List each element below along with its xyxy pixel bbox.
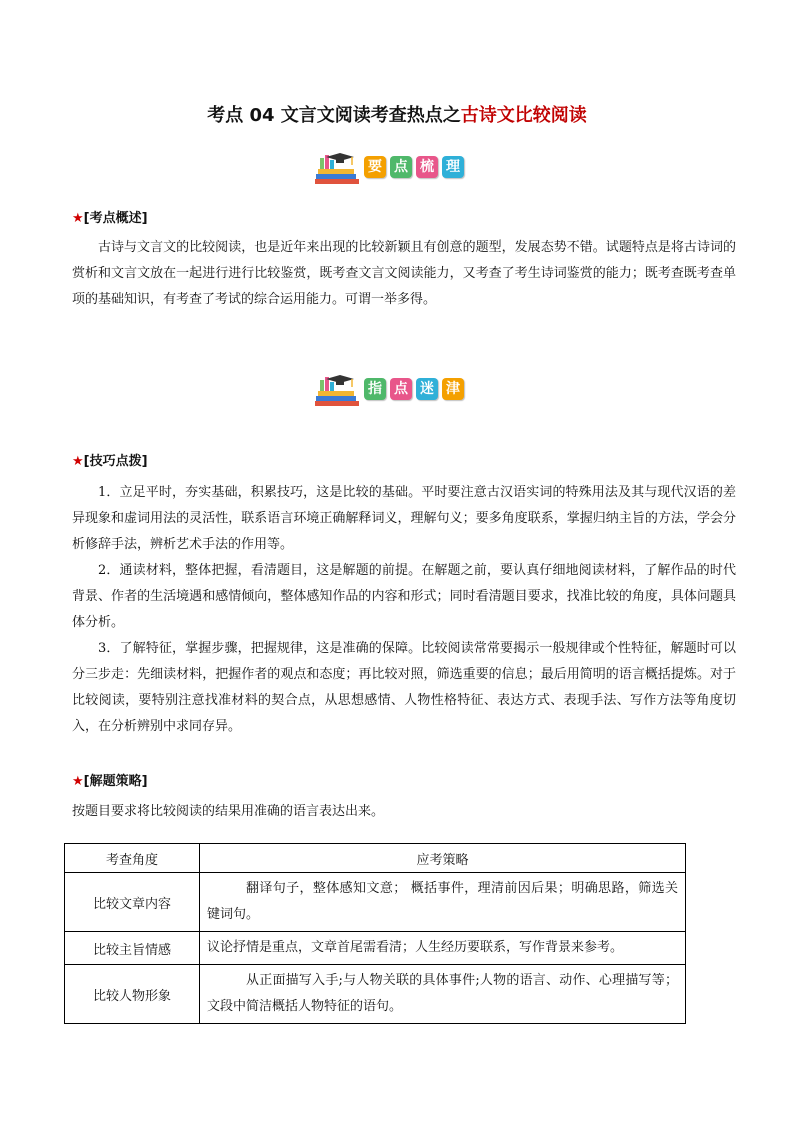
table-cell-strategy: 从正面描写入手;与人物关联的具体事件;人物的语言、动作、心理描写等；文段中简洁概括人物特征的语句。 <box>200 965 686 1024</box>
section-heading-overview: ★[考点概述] <box>72 211 148 226</box>
banner-chip: 要 <box>364 156 386 178</box>
table-row <box>65 965 686 1024</box>
title-prefix: 考点 04 文言文阅读考查热点之 <box>207 105 461 126</box>
star-icon: ★ <box>72 454 84 469</box>
table-header-strategy: 应考策略 <box>200 844 686 873</box>
banner-guidance-chips <box>364 378 464 400</box>
table-cell-angle: 比较人物形象 <box>65 965 200 1024</box>
table-cell-angle: 比较主旨情感 <box>65 932 200 965</box>
table-cell-angle: 比较文章内容 <box>65 873 200 932</box>
tips-paragraph-2: 2．通读材料，整体把握，看清题目，这是解题的前提。在解题之前，要认真仔细地阅读材料，了解作品的时代背景、作者的生活境遇和感情倾向，整体感知作品的内容和形式；同时看清题目要求，找准比较的角度，具体问题具体分析。 <box>72 563 736 630</box>
star-icon: ★ <box>72 774 84 789</box>
table-cell-strategy: 议论抒情是重点，文章首尾需看清；人生经历要联系，写作背景来参考。 <box>200 932 686 965</box>
banner-key-points <box>312 148 492 188</box>
section-heading-tips: ★[技巧点拨] <box>72 454 148 469</box>
strategy-table <box>64 843 686 1024</box>
table-header-row <box>65 844 686 873</box>
table-cell-strategy: 翻译句子，整体感知文意； 概括事件，理清前因后果；明确思路，筛选关键词句。 <box>200 873 686 932</box>
table-row <box>65 932 686 965</box>
page-title <box>0 104 794 128</box>
banner-key-points-chips <box>364 156 464 178</box>
books-graduation-icon <box>312 148 362 186</box>
banner-chip: 理 <box>442 156 464 178</box>
title-highlight: 古诗文比较阅读 <box>460 105 587 126</box>
star-icon: ★ <box>72 211 84 226</box>
banner-chip: 迷 <box>416 378 438 400</box>
strategy-intro: 按题目要求将比较阅读的结果用准确的语言表达出来。 <box>72 804 385 819</box>
tips-paragraph-1: 1．立足平时，夯实基础，积累技巧，这是比较的基础。平时要注意古汉语实词的特殊用法及其与现代汉语的差异现象和虚词用法的灵活性，联系语言环境正确解释词义，理解句义；要多角度联系，掌握归纳主旨的方法，学会分析修辞手法，辨析艺术手法的作用等。 <box>72 485 736 552</box>
banner-chip: 点 <box>390 378 412 400</box>
books-graduation-icon <box>312 370 362 408</box>
section-heading-strategy: ★[解题策略] <box>72 774 148 789</box>
overview-paragraph: 古诗与文言文的比较阅读，也是近年来出现的比较新颖且有创意的题型，发展态势不错。试题特点是将古诗词的赏析和文言文放在一起进行进行比较鉴赏，既考查文言文阅读能力，又考查了考生诗词鉴赏的能力；既考查既考查单项的基础知识，有考查了考试的综合运用能力。可谓一举多得。 <box>72 240 736 307</box>
table-header-angle: 考查角度 <box>65 844 200 873</box>
banner-guidance <box>312 370 492 410</box>
banner-chip: 津 <box>442 378 464 400</box>
banner-chip: 梳 <box>416 156 438 178</box>
table-row <box>65 873 686 932</box>
tips-paragraph-3: 3．了解特征，掌握步骤，把握规律，这是准确的保障。比较阅读常常要揭示一般规律或个性特征，解题时可以分三步走：先细读材料，把握作者的观点和态度；再比较对照，筛选重要的信息；最后用简明的语言概括提炼。对于比较阅读，要特别注意找准材料的契合点，从思想感情、人物性格特征、表达方式、表现手法、写作方法等角度切入，在分析辨别中求同存异。 <box>72 641 736 734</box>
banner-chip: 点 <box>390 156 412 178</box>
banner-chip: 指 <box>364 378 386 400</box>
